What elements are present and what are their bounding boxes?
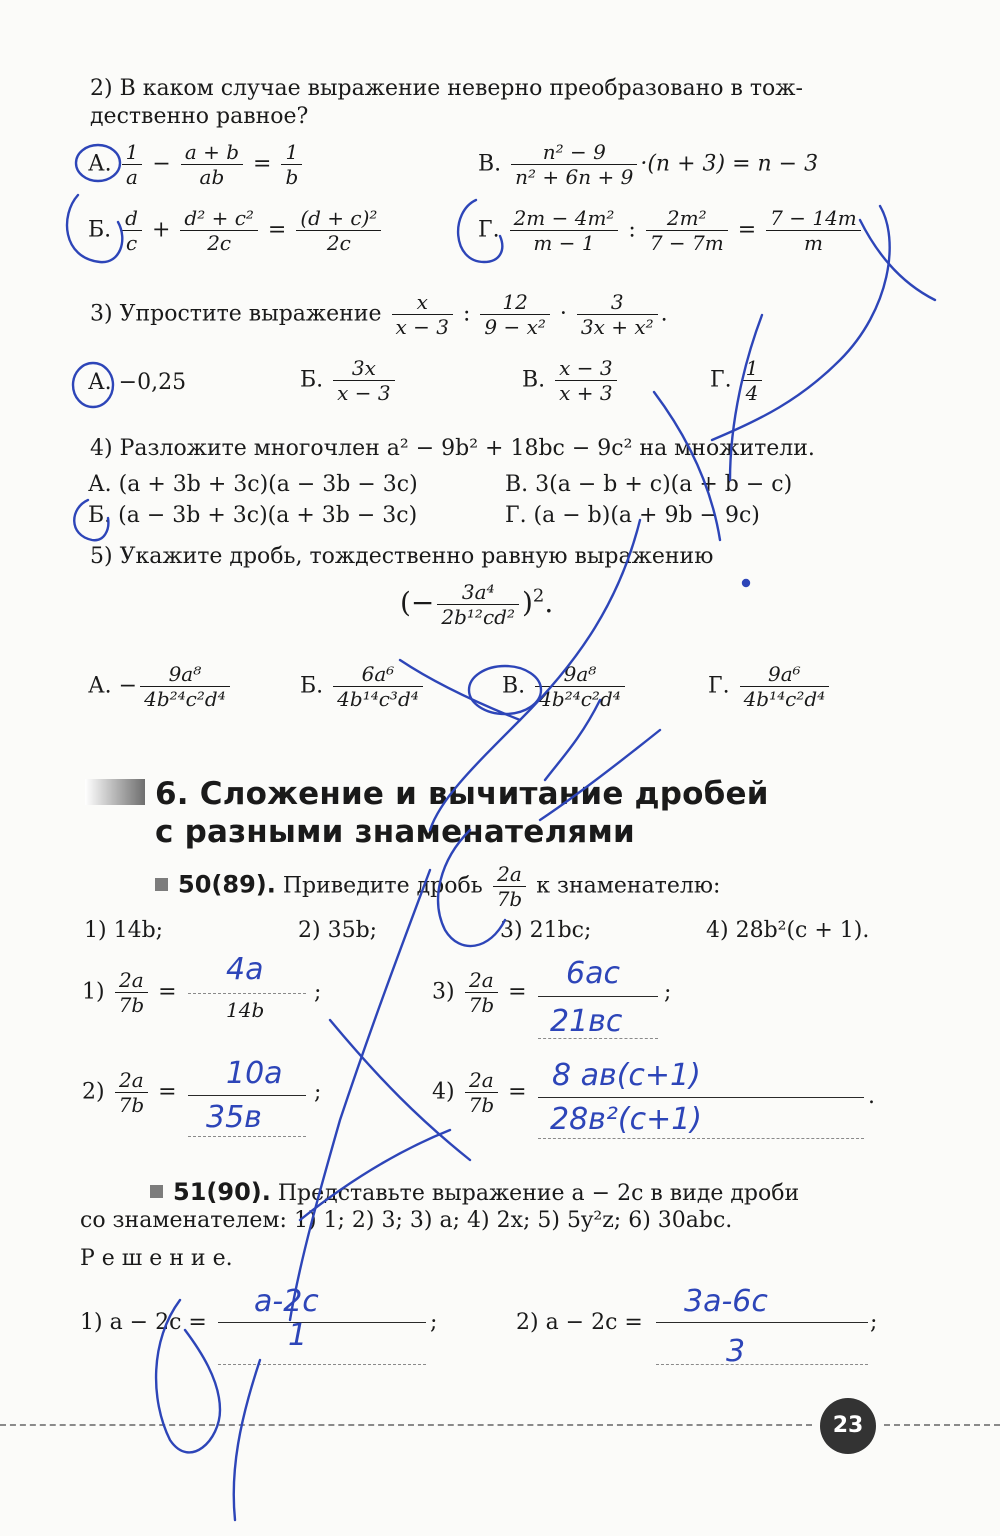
scribble-stroke (156, 1300, 220, 1452)
ex50-option-3: 3) 21bc; (500, 918, 592, 943)
handwritten-answer-2-denominator: 35в (206, 1100, 262, 1135)
task2-option-g: Г. $\frac{\text{2m − 4m²}}{m - 1}$ : $\frac{\text{2m²}}{7 - 7m}$ = $\frac{7 - 14m}{m}$ (478, 206, 864, 255)
scribble-stroke (400, 660, 520, 720)
handwritten-ex51-1-numerator: a-2c (254, 1284, 319, 1319)
circle-mark-task3-a (73, 363, 113, 407)
circle-mark-task2-g (458, 200, 502, 262)
task3-option-a: А. −0,25 (88, 370, 187, 395)
task5-option-b: Б. $\frac{\text{6a⁶}}{\text{4b¹⁴c³d⁴}}$ (300, 662, 426, 711)
handwritten-answer-3-numerator: 6ac (566, 956, 620, 991)
ex51-answer-1: 1) a − 2c = (80, 1310, 207, 1335)
task4-option-a: А. (a + 3b + 3c)(a − 3b − 3c) (88, 472, 418, 497)
circle-mark-task4-b (74, 500, 108, 540)
handwritten-answer-4-denominator: 28в²(c+1) (550, 1102, 703, 1137)
page-number-badge: 23 (820, 1398, 876, 1454)
task2-option-b: Б. $\frac{d}{c}$ + $\frac{\text{d² + c²}}{2c}$ = $\frac{\text{(d + c)²}}{2c}$ (88, 206, 384, 255)
ex50-answer-1-denominator: 14b (226, 998, 265, 1022)
ex50-option-2: 2) 35b; (298, 918, 378, 943)
ex50-statement: 50(89). Приведите дробь $\frac{2a}{7b}$ к знаменателю: (155, 862, 720, 911)
scribble-stroke (712, 206, 890, 440)
ex50-option-4: 4) 28b²(c + 1). (706, 918, 870, 943)
scribble-stroke (545, 700, 600, 780)
scribble-stroke (290, 870, 430, 1320)
task5-expression: (− $\frac{\text{3a⁴}}{\text{2b¹²cd²}}$ )$^2$. (400, 580, 554, 629)
task4-option-v: В. 3(a − b + c)(a + b − c) (505, 472, 793, 497)
ex50-answer-4: 4) $\frac{2a}{7b}$ = (432, 1068, 527, 1117)
task5-option-a: А. − $\frac{\text{9a⁸}}{\text{4b²⁴c²d⁴}}$ (88, 662, 233, 711)
circle-mark-task5-v (469, 666, 541, 714)
scribble-stroke (860, 220, 935, 300)
workbook-page: 2) В каком случае выражение неверно преобразовано в тож- дественно равное? А. $\frac{1}{a}$ − $\frac{a + b}{ab}$ = $\frac{1}{b}$ В. $\frac{\text{n² − 9}}{\text{n² + 6n + 9}}$ ·(n + 3) = n − 3 Б. $\frac{d}{c}$ + $\frac{\text{d² + c²}}{2c}$ = $\frac{\text{(d + c)²}}{2c}$ Г. $\frac{\text{2m − 4m²}}{m - 1}$ : $\frac{\text{2m²}}{7 - 7m}$ = $\frac{7 - 14m}{m}$ 3) Упростите выражение $\frac{x}{x - 3}$ : $\frac{12}{\text{9 − x²}}$ · $\frac{3}{\text{3x + x²}}$ . А. −0,25 Б. $\frac{3x}{x - 3}$ В. $\frac{x - 3}{x + 3}$ Г. $\frac{1}{4}$ 4) Разложите многочлен a² − 9b² + 18bc − 9c² на множители. А. (a + 3b + 3c)(a − 3b − 3c) В. 3(a − b + c)(a + b − c) Б. (a − 3b + 3c)(a + 3b − 3c) Г. (a − b)(a + 9b − 9c) 5) Укажите дробь, тождественно равную выражению (− $\frac{\text{3a⁴}}{\text{2b¹²cd²}}$ )$^2$. А. − $\frac{\text{9a⁸}}{\text{4b²⁴c²d⁴}}$ Б. $\frac{\text{6a⁶}}{\text{4b¹⁴c³d⁴}}$ В. $\frac{\text{9a⁸}}{\text{4b²⁴c²d⁴}}$ Г. $\frac{\text{9a⁶}}{\text{4b¹⁴c²d⁴}}$ 6. Сложение и вычитание дробей с разными знаменателями 50(89). Приведите дробь $\frac{2a}{7b}$ к знаменателю: 1) 14b; 2) 35b; 3) 21bc; 4) 28b²(c + 1). 1) $\frac{2a}{7b}$ = 14b ; 4a 3) $\frac{2a}{7b}$ = ; 6ac 21вc 2) $\frac{2a}{7b}$ = ; 10a 35в 4) $\frac{2a}{7b}$ = . 8 aв(c+1) 28в²(c+1) 51(90). Представьте выражение a − 2c в виде дроби со знаменателем: 1) 1; 2) 3; 3) a; 4) 2x; 5) 5y²z; 6) 30abc. Р е ш е н и е. 1) a − 2c = ; a-2c 1 2) a − 2c = ; 3a-6c 3 23 (0, 0, 1000, 1536)
task3-option-g: Г. $\frac{1}{4}$ (710, 356, 765, 405)
task5-option-g: Г. $\frac{\text{9a⁶}}{\text{4b¹⁴c²d⁴}}$ (708, 662, 832, 711)
task4-question: 4) Разложите многочлен a² − 9b² + 18bc − 9c² на множители. (90, 436, 815, 461)
ex51-answer-2: 2) a − 2c = (516, 1310, 643, 1335)
scribble-stroke (438, 830, 505, 946)
circle-mark-task2-b (67, 195, 122, 262)
task2-question-line2: дественно равное? (90, 104, 309, 129)
ex50-answer-2: 2) $\frac{2a}{7b}$ = (82, 1068, 177, 1117)
section-title-line2: с разными знаменателями (155, 814, 635, 850)
ex50-option-1: 1) 14b; (84, 918, 164, 943)
handwritten-answer-3-denominator: 21вc (550, 1004, 623, 1039)
task5-question: 5) Укажите дробь, тождественно равную выражению (90, 544, 714, 569)
task2-option-a: А. $\frac{1}{a}$ − $\frac{a + b}{ab}$ = $\frac{1}{b}$ (88, 140, 305, 189)
circle-mark-task2-a (76, 145, 120, 181)
handwritten-ex51-2-numerator: 3a-6c (684, 1284, 768, 1319)
scribble-stroke (654, 392, 720, 540)
task4-option-b: Б. (a − 3b + 3c)(a + 3b − 3c) (88, 503, 418, 528)
section-title-line1: 6. Сложение и вычитание дробей (155, 776, 769, 812)
handwritten-answer-1: 4a (226, 952, 264, 987)
handwritten-ex51-1-denominator: 1 (288, 1318, 308, 1353)
ex51-statement-line2: со знаменателем: 1) 1; 2) 3; 3) a; 4) 2x; 5) 5y²z; 6) 30abc. (80, 1208, 733, 1233)
scribble-stroke (234, 1360, 260, 1520)
ex51-solution-label: Р е ш е н и е. (80, 1246, 233, 1271)
handwritten-answer-4-numerator: 8 aв(c+1) (552, 1058, 701, 1093)
scribble-stroke (300, 1130, 450, 1220)
scribble-stroke (730, 315, 762, 480)
ex50-answer-1: 1) $\frac{2a}{7b}$ = (82, 968, 177, 1017)
ex50-answer-3: 3) $\frac{2a}{7b}$ = (432, 968, 527, 1017)
task3-option-b: Б. $\frac{3x}{x - 3}$ (300, 356, 398, 405)
scribble-stroke (540, 730, 660, 820)
ink-dot (743, 580, 749, 586)
task3-question: 3) Упростите выражение $\frac{x}{x - 3}$ : $\frac{12}{\text{9 − x²}}$ · $\frac{3}{\text{3x + x²}}$ . (90, 290, 668, 339)
task2-question-line1: 2) В каком случае выражение неверно преобразовано в тож- (90, 76, 803, 101)
task4-option-g: Г. (a − b)(a + 9b − 9c) (505, 503, 760, 528)
handwritten-ex51-2-denominator: 3 (726, 1334, 746, 1369)
task3-option-v: В. $\frac{x - 3}{x + 3}$ (522, 356, 620, 405)
handwritten-answer-2-numerator: 10a (226, 1056, 283, 1091)
scribble-stroke (430, 520, 640, 830)
task2-option-v: В. $\frac{\text{n² − 9}}{\text{n² + 6n + 9}}$ ·(n + 3) = n − 3 (478, 140, 819, 189)
task5-option-v: В. $\frac{\text{9a⁸}}{\text{4b²⁴c²d⁴}}$ (502, 662, 628, 711)
ex51-statement-line1: 51(90). Представьте выражение a − 2c в виде дроби (150, 1178, 799, 1207)
